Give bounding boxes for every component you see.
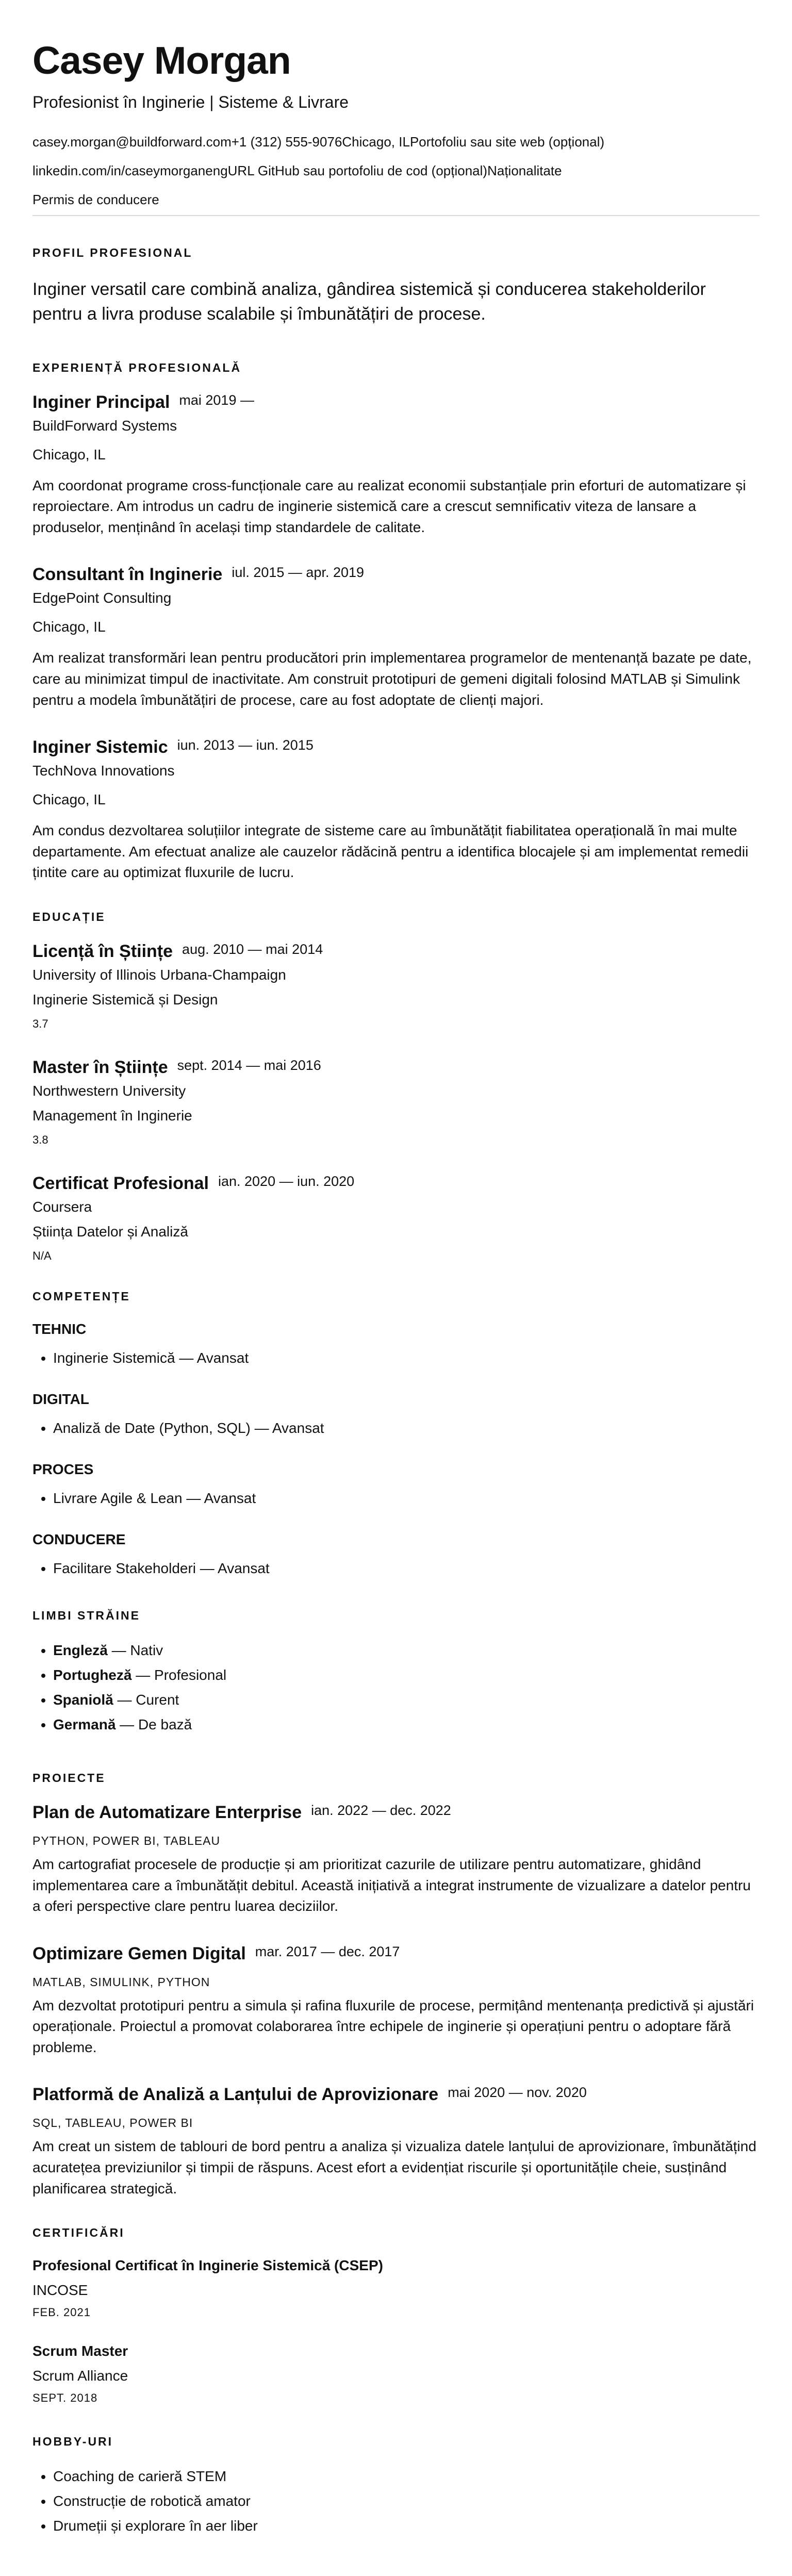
language-name: Germană [53, 1716, 116, 1732]
degree-title: Master în Științe [32, 1057, 168, 1077]
language-level: — Nativ [107, 1642, 163, 1658]
hobby-item: • Drumeții și explorare în aer liber [53, 2514, 760, 2538]
job-location: Chicago, IL [32, 446, 106, 463]
hobby-item: • Construcție de robotică amator [53, 2489, 760, 2514]
language-level: — De bază [116, 1716, 192, 1732]
projects-heading: PROIECTE [32, 1771, 106, 1785]
education-entry [32, 942, 760, 1031]
hobby-item: • Coaching de carieră STEM [53, 2464, 760, 2489]
language-name: Engleză [53, 1642, 108, 1658]
skill-category: CONDUCERE [32, 1531, 126, 1547]
skill-item: • Analiză de Date (Python, SQL) — Avansat [53, 1416, 760, 1441]
language-level: — Profesional [131, 1666, 227, 1683]
skill-category: TEHNIC [32, 1320, 87, 1337]
certifications-heading: CERTIFICĂRI [32, 2226, 125, 2240]
profile-summary: Inginer versatil care combină analiza, gândirea sistemică și conducerea stakeholderilor pentru a livra produse scalabile și îmbunătățiri de procese. [32, 279, 706, 324]
job-title: Inginer Sistemic [32, 737, 168, 757]
skill-item: • Inginerie Sistemică — Avansat [53, 1346, 760, 1370]
project-technologies: MATLAB, SIMULINK, PYTHON [32, 1975, 210, 1989]
certification-entry [32, 2257, 760, 2319]
contact-nationality: Naționalitate [487, 163, 562, 179]
job-description: Am condus dezvoltarea soluțiilor integrate de sisteme care au îmbunătățit fiabilitatea operațională în mai multe departamente. Am efectuat analize ale cauzelor rădăcină pentru a identifica blocajele și am implementat remedii țintite care au optimizat fluxurile de lucru. [32, 822, 749, 881]
certification-date: FEB. 2021 [32, 2306, 91, 2319]
school-name: Northwestern University [32, 1082, 186, 1099]
resume-header [32, 41, 760, 216]
languages-section [32, 1609, 760, 1737]
project-technologies: PYTHON, POWER BI, TABLEAU [32, 1834, 221, 1847]
field-of-study: Management în Inginerie [32, 1107, 192, 1124]
project-description: Am cartografiat procesele de producție și am prioritizat cazurile de utilizare pentru automatizare, ghidând implementarea care a îmbunătățit debitul. Această inițiativă a integrat instrumente de vizualizare a datelor pentru a oferi perspective clare pentru luarea deciziilor. [32, 1856, 751, 1914]
project-description: Am creat un sistem de tablouri de bord pentru a analiza și vizualiza datele lanțului de aprovizionare, îmbunătățind acuratețea previziunilor și timpii de răspuns. Acest efort a evidențiat riscurile și oportunitățile cheie, susținând planificarea strategică. [32, 2138, 756, 2197]
header-divider [32, 215, 760, 216]
certification-date: SEPT. 2018 [32, 2391, 98, 2405]
project-technologies: SQL, TABLEAU, POWER BI [32, 2116, 193, 2130]
contact-github[interactable]: URL GitHub sau portofoliu de cod (opțional) [227, 163, 488, 179]
project-name: Optimizare Gemen Digital [32, 1943, 246, 1963]
skill-group [32, 1461, 760, 1511]
contact-location: Chicago, IL [342, 134, 410, 150]
language-name: Portugheză [53, 1666, 132, 1683]
degree-dates: ian. 2020 — iun. 2020 [218, 1173, 355, 1189]
degree-dates: aug. 2010 — mai 2014 [182, 941, 323, 957]
field-of-study: Știința Datelor și Analiză [32, 1223, 188, 1240]
language-item [53, 1712, 760, 1737]
contact-linkedin[interactable]: linkedin.com/in/caseymorganeng [32, 163, 228, 179]
project-dates: ian. 2022 — dec. 2022 [311, 1802, 451, 1818]
job-dates: mai 2019 — [179, 392, 254, 408]
experience-entry [32, 392, 760, 538]
profile-section [32, 246, 760, 326]
skills-section [32, 1290, 760, 1581]
job-location: Chicago, IL [32, 619, 106, 635]
skill-group [32, 1391, 760, 1441]
company-name: TechNova Innovations [32, 763, 175, 779]
job-location: Chicago, IL [32, 791, 106, 808]
skill-item: • Livrare Agile & Lean — Avansat [53, 1486, 760, 1511]
degree-dates: sept. 2014 — mai 2016 [177, 1057, 321, 1073]
experience-entry [32, 737, 760, 883]
education-section [32, 910, 760, 1263]
projects-section [32, 1771, 760, 2199]
project-entry [32, 2085, 760, 2199]
company-name: BuildForward Systems [32, 417, 177, 434]
experience-section [32, 361, 760, 883]
contact-license: Permis de conducere [32, 192, 159, 208]
job-title: Consultant în Inginerie [32, 565, 223, 585]
certification-name: Scrum Master [32, 2343, 128, 2359]
grade: 3.7 [32, 1017, 48, 1030]
project-dates: mai 2020 — nov. 2020 [448, 2085, 587, 2101]
headline: Profesionist în Inginerie | Sisteme & Livrare [32, 93, 349, 111]
contact-email[interactable]: casey.morgan@buildforward.com [32, 134, 232, 150]
school-name: Coursera [32, 1198, 92, 1215]
language-level: — Curent [113, 1691, 179, 1708]
grade: N/A [32, 1249, 52, 1262]
hobbies-section [32, 2435, 760, 2538]
degree-title: Licență în Științe [32, 941, 173, 961]
education-heading: EDUCAȚIE [32, 910, 106, 923]
certification-issuer: Scrum Alliance [32, 2368, 128, 2384]
certifications-section [32, 2226, 760, 2405]
skill-category: DIGITAL [32, 1391, 89, 1407]
degree-title: Certificat Profesional [32, 1173, 209, 1193]
language-item [53, 1638, 760, 1663]
project-name: Plan de Automatizare Enterprise [32, 1802, 302, 1822]
profile-heading: PROFIL PROFESIONAL [32, 246, 193, 260]
language-item [53, 1663, 760, 1688]
grade: 3.8 [32, 1133, 48, 1146]
language-item [53, 1688, 760, 1712]
job-dates: iul. 2015 — apr. 2019 [232, 565, 365, 581]
project-entry [32, 1944, 760, 2058]
language-name: Spaniolă [53, 1691, 113, 1708]
project-name: Platformă de Analiză a Lanțului de Aprovizionare [32, 2085, 439, 2105]
job-description: Am coordonat programe cross-funcționale care au realizat economii substanțiale prin eforturi de automatizare și reproiectare. Am introdus un cadru de inginerie sistemică care a crescut semnificativ viteza de lansare a produselor, menținând în același timp standardele de calitate. [32, 477, 746, 535]
job-dates: iun. 2013 — iun. 2015 [177, 737, 314, 753]
school-name: University of Illinois Urbana-Champaign [32, 966, 286, 983]
field-of-study: Inginerie Sistemică și Design [32, 991, 218, 1008]
skills-heading: COMPETENȚE [32, 1289, 130, 1303]
job-description: Am realizat transformări lean pentru producători prin implementarea programelor de mentenanță bazate pe date, care au minimizat timpul de inactivitate. Am construit prototipuri de gemeni digitali folosind MATLAB și Simulink pentru a modela îmbunătățiri de procese, care au fost adoptate de clienți majori. [32, 650, 752, 708]
certification-name: Profesional Certificat în Inginerie Sistemică (CSEP) [32, 2257, 383, 2274]
hobbies-heading: HOBBY-URI [32, 2435, 113, 2449]
candidate-name: Casey Morgan [32, 39, 291, 82]
project-dates: mar. 2017 — dec. 2017 [255, 1943, 400, 1959]
skill-category: PROCES [32, 1461, 94, 1477]
contact-website[interactable]: Portofoliu sau site web (opțional) [409, 134, 605, 150]
experience-entry [32, 565, 760, 711]
contact-info [32, 127, 760, 214]
certification-issuer: INCOSE [32, 2282, 88, 2299]
certification-entry [32, 2343, 760, 2405]
skill-group [32, 1531, 760, 1581]
skill-item: • Facilitare Stakeholderi — Avansat [53, 1556, 760, 1581]
project-description: Am dezvoltat prototipuri pentru a simula și rafina fluxurile de procese, permițând mentenanța predictivă și ajustări operaționale. Proiectul a promovat colaborarea între echipele de inginerie și operațiuni pentru o adoptare fără probleme. [32, 1997, 754, 2055]
education-entry [32, 1174, 760, 1263]
languages-heading: LIMBI STRĂINE [32, 1608, 140, 1622]
job-title: Inginer Principal [32, 392, 170, 412]
company-name: EdgePoint Consulting [32, 590, 172, 606]
education-entry [32, 1058, 760, 1147]
skill-group [32, 1321, 760, 1370]
experience-heading: EXPERIENȚĂ PROFESIONALĂ [32, 360, 242, 374]
contact-phone[interactable]: +1 (312) 555-9076 [231, 134, 342, 150]
project-entry [32, 1803, 760, 1917]
